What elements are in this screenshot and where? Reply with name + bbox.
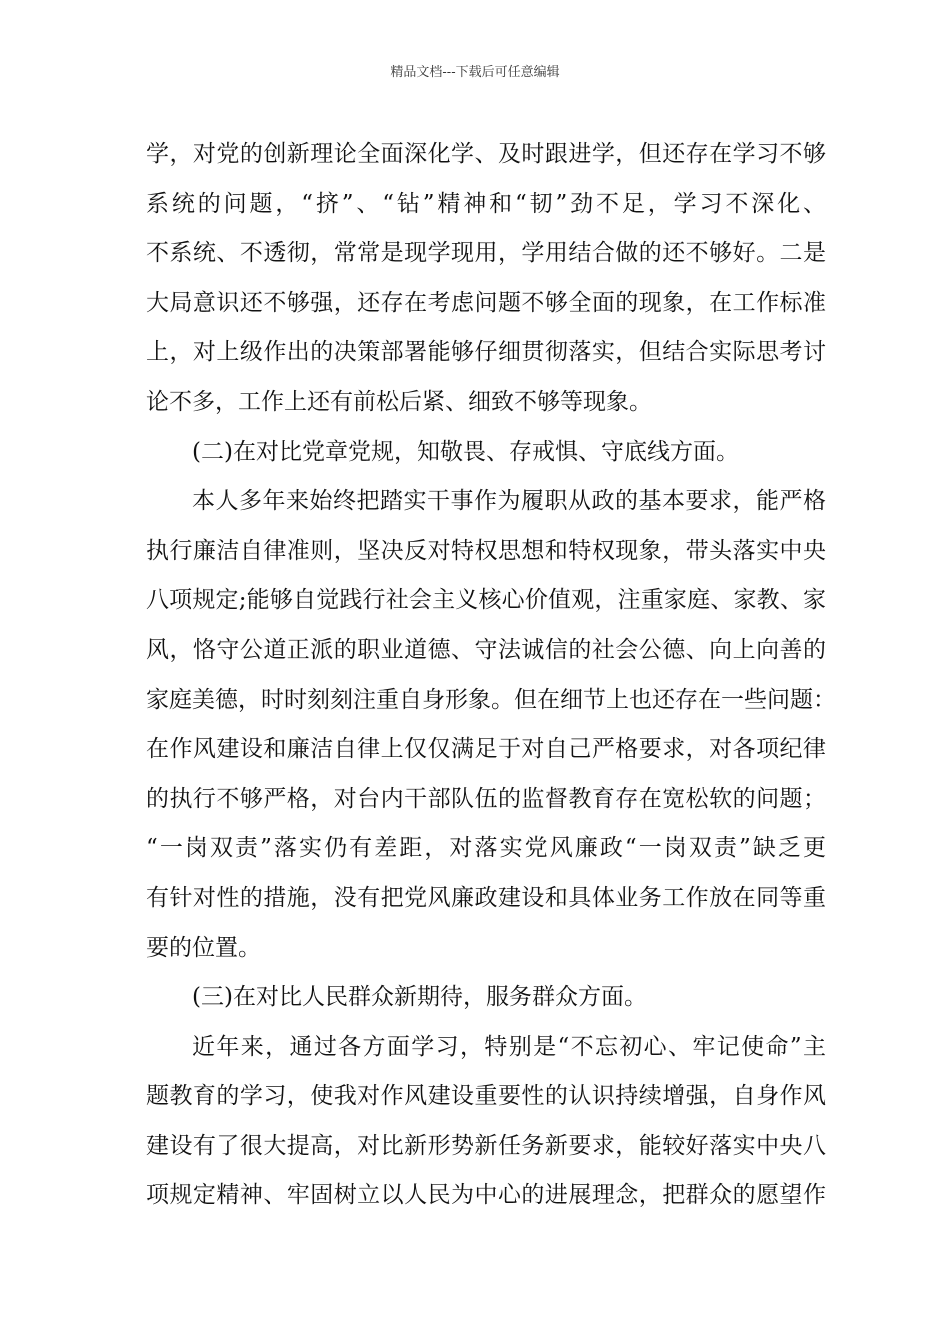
text-line: 大局意识还不够强，还存在考虑问题不够全面的现象，在工作标准 bbox=[146, 289, 826, 316]
text-line: (三)在对比人民群众新期待，服务群众方面。 bbox=[192, 984, 647, 1011]
text-line: 八项规定;能够自觉践行社会主义核心价值观，注重家庭、家教、家 bbox=[146, 587, 826, 614]
page-header: 精品文档---下载后可任意编辑 bbox=[390, 65, 560, 80]
text-line: 学，对党的创新理论全面深化学、及时跟进学，但还存在学习不够 bbox=[146, 141, 826, 167]
text-line: 系统的问题，“挤”、“钻”精神和“韧”劲不足，学习不深化、 bbox=[146, 190, 826, 217]
text-line: 项规定精神、牢固树立以人民为中心的进展理念，把群众的愿望作 bbox=[146, 1182, 826, 1209]
text-line: “一岗双责”落实仍有差距，对落实党风廉政“一岗双责”缺乏更 bbox=[146, 835, 826, 862]
text-line: 论不多，工作上还有前松后紧、细致不够等现象。 bbox=[146, 388, 652, 415]
text-line: 上，对上级作出的决策部署能够仔细贯彻落实，但结合实际思考讨 bbox=[146, 339, 826, 366]
document-body bbox=[146, 130, 836, 1221]
text-line: 家庭美德，时时刻刻注重自身形象。但在细节上也还存在一些问题： bbox=[146, 686, 836, 713]
text-line: (二)在对比党章党规，知敬畏、存戒惧、守底线方面。 bbox=[192, 438, 739, 465]
text-line: 题教育的学习，使我对作风建设重要性的认识持续增强，自身作风 bbox=[146, 1083, 826, 1110]
text-line: 本人多年来始终把踏实干事作为履职从政的基本要求，能严格 bbox=[192, 488, 826, 515]
text-line: 的执行不够严格，对台内干部队伍的监督教育存在宽松软的问题； bbox=[146, 785, 826, 812]
text-line: 有针对性的措施，没有把党风廉政建设和具体业务工作放在同等重 bbox=[146, 884, 826, 911]
text-line: 不系统、不透彻，常常是现学现用，学用结合做的还不够好。二是 bbox=[146, 240, 826, 267]
text-line: 执行廉洁自律准则，坚决反对特权思想和特权现象，带头落实中央 bbox=[146, 537, 826, 564]
text-line: 要的位置。 bbox=[146, 934, 261, 961]
text-line: 风，恪守公道正派的职业道德、守法诚信的社会公德、向上向善的 bbox=[146, 636, 826, 663]
text-line: 在作风建设和廉洁自律上仅仅满足于对自己严格要求，对各项纪律 bbox=[146, 736, 826, 763]
text-line: 近年来，通过各方面学习，特别是“不忘初心、牢记使命”主 bbox=[192, 1033, 826, 1060]
text-line: 建设有了很大提高，对比新形势新任务新要求，能较好落实中央八 bbox=[146, 1132, 826, 1159]
